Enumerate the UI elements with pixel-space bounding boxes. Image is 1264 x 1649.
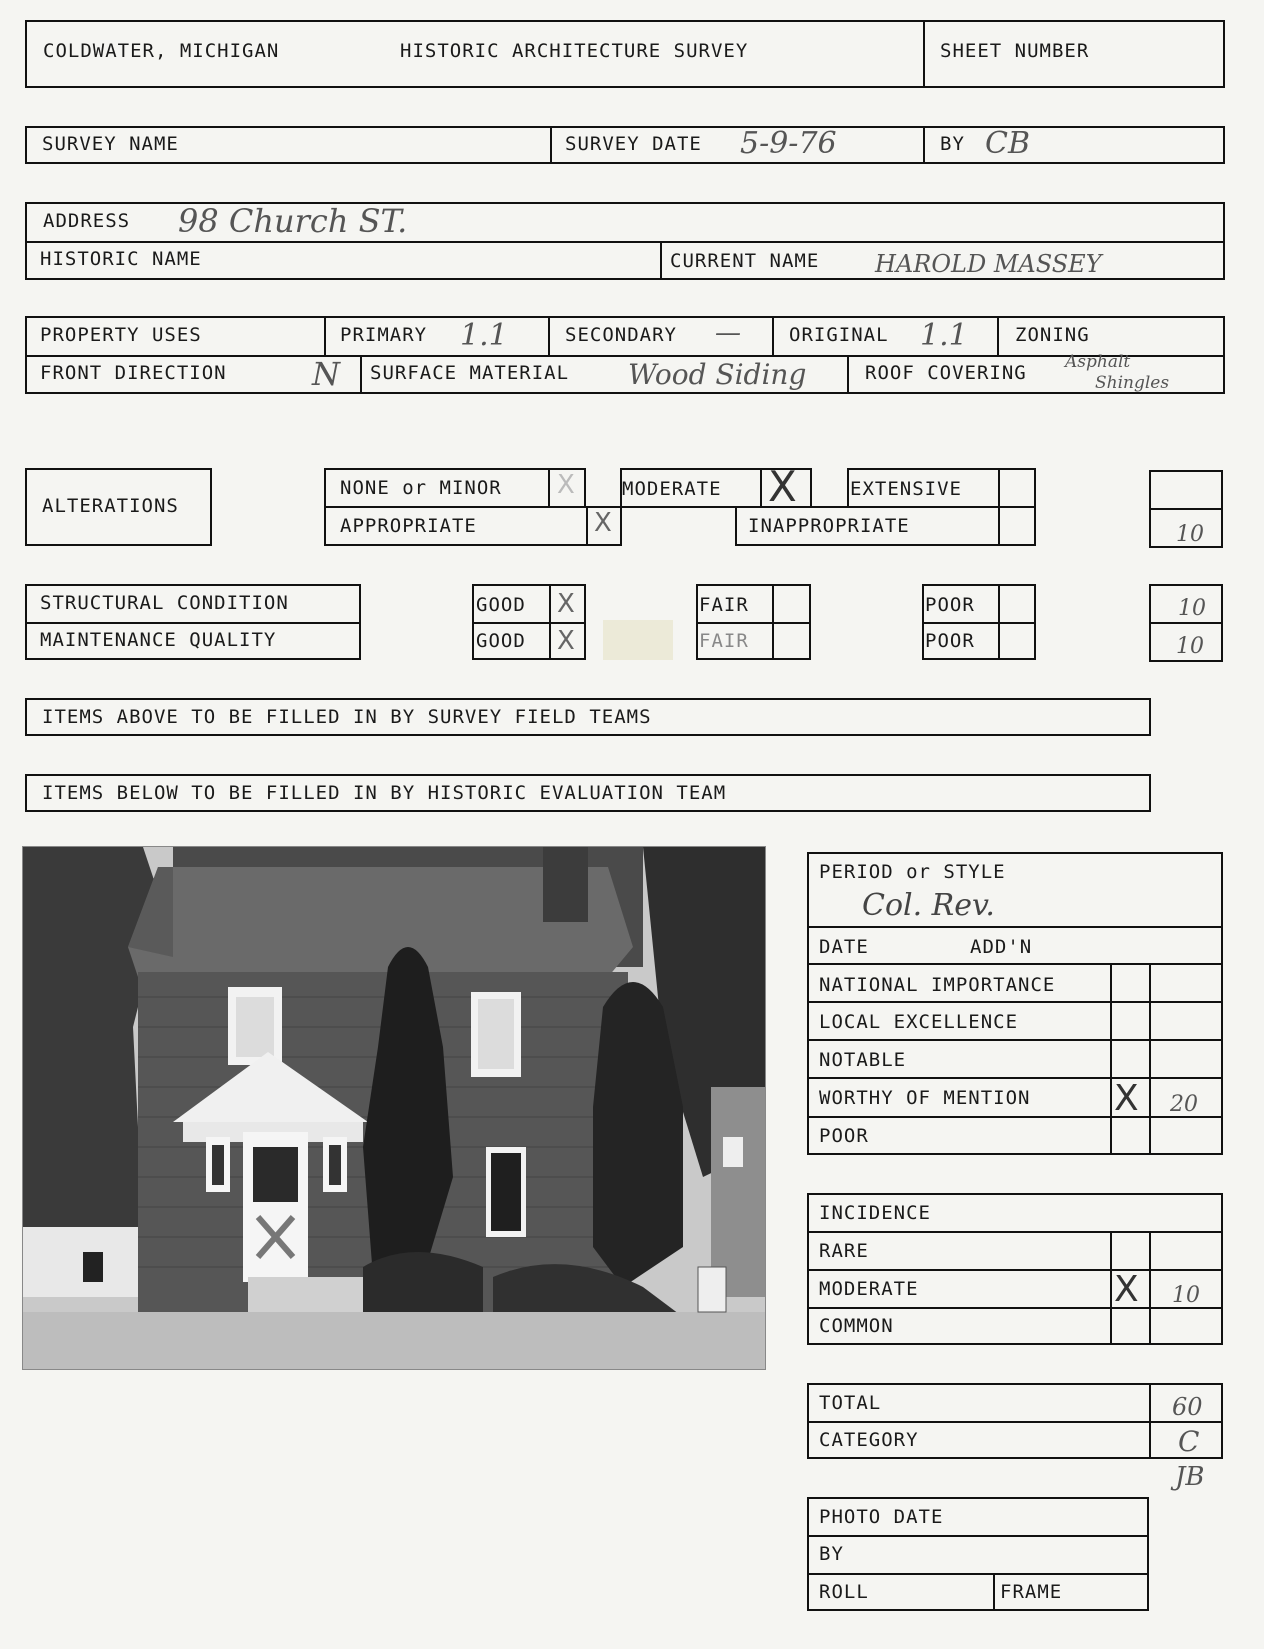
- inappropriate-label: INAPPROPRIATE: [748, 515, 910, 537]
- incidence-div-1: [807, 1231, 1223, 1233]
- current-name-label: CURRENT NAME: [670, 250, 820, 272]
- sheet-number-label: SHEET NUMBER: [940, 40, 1090, 62]
- survey-by-label: BY: [940, 133, 965, 155]
- property-uses-label: PROPERTY USES: [40, 324, 202, 346]
- header-divider: [923, 20, 925, 88]
- maintenance-fair-label: FAIR: [699, 630, 749, 652]
- incidence-moderate-score: 10: [1172, 1283, 1200, 1308]
- items-above-note: ITEMS ABOVE TO BE FILLED IN BY SURVEY FIELD TEAMS: [42, 706, 652, 728]
- structural-condition-label: STRUCTURAL CONDITION: [40, 592, 289, 614]
- maintenance-score: 10: [1176, 634, 1204, 659]
- structural-poor-label: POOR: [925, 594, 975, 616]
- worthy-of-mention-label: WORTHY OF MENTION: [819, 1087, 1031, 1109]
- alterations-score-divider: [1149, 508, 1223, 510]
- structural-good-label: GOOD: [476, 594, 526, 616]
- property-divider-h: [25, 355, 1225, 357]
- inappropriate-check-divider: [998, 506, 1000, 546]
- alterations-score: 10: [1176, 522, 1204, 547]
- incidence-moderate-mark: X: [1114, 1269, 1139, 1310]
- front-direction-label: FRONT DIRECTION: [40, 362, 227, 384]
- alterations-label: ALTERATIONS: [42, 495, 179, 517]
- incidence-score-column: [1149, 1231, 1151, 1345]
- structural-fair-label: FAIR: [699, 594, 749, 616]
- maintenance-poor-label: POOR: [925, 630, 975, 652]
- category-value: C: [1178, 1425, 1200, 1458]
- moderate-label: MODERATE: [622, 478, 722, 500]
- rare-label: RARE: [819, 1240, 869, 1262]
- roof-covering-value-1: Asphalt: [1065, 352, 1131, 372]
- appropriate-label: APPROPRIATE: [340, 515, 477, 537]
- eval-check-column: [1110, 963, 1112, 1155]
- fair-divider-v: [772, 584, 774, 660]
- eval-div-national: [807, 1001, 1223, 1003]
- photo-info-div-1: [807, 1535, 1149, 1537]
- eval-div-date: [807, 963, 1223, 965]
- front-direction-value: N: [312, 355, 340, 393]
- eval-div-notable: [807, 1077, 1223, 1079]
- condition-score-divider: [1149, 622, 1223, 624]
- address-label: ADDRESS: [43, 210, 131, 232]
- survey-divider-2: [923, 126, 925, 164]
- property-div-5: [360, 355, 362, 394]
- roof-covering-label: ROOF COVERING: [865, 362, 1027, 384]
- incidence-div-2: [807, 1269, 1223, 1271]
- incidence-div-3: [807, 1307, 1223, 1309]
- property-div-3: [772, 316, 774, 355]
- secondary-value: —: [715, 318, 741, 348]
- maintenance-good-label: GOOD: [476, 630, 526, 652]
- appropriate-mark: X: [594, 508, 612, 538]
- eval-score-column: [1149, 963, 1151, 1155]
- totals-divider-v: [1149, 1383, 1151, 1459]
- extensive-check-divider: [998, 468, 1000, 508]
- surface-material-value: Wood Siding: [628, 358, 807, 391]
- items-below-note: ITEMS BELOW TO BE FILLED IN BY HISTORIC EVALUATION TEAM: [42, 782, 727, 804]
- roll-label: ROLL: [819, 1581, 869, 1603]
- local-excellence-label: LOCAL EXCELLENCE: [819, 1011, 1019, 1033]
- poor-divider-h: [922, 622, 1036, 624]
- property-div-6: [847, 355, 849, 394]
- appropriate-check-divider: [586, 506, 588, 546]
- header-city: COLDWATER, MICHIGAN: [43, 40, 280, 62]
- survey-date-value: 5-9-76: [740, 126, 837, 161]
- survey-date-label: SURVEY DATE: [565, 133, 702, 155]
- surface-material-label: SURFACE MATERIAL: [370, 362, 570, 384]
- property-div-2: [548, 316, 550, 355]
- national-importance-label: NATIONAL IMPORTANCE: [819, 974, 1056, 996]
- incidence-check-column: [1110, 1231, 1112, 1345]
- survey-by-value: CB: [985, 126, 1030, 161]
- good-divider-v: [549, 584, 551, 660]
- property-div-4: [997, 316, 999, 355]
- total-value: 60: [1172, 1393, 1203, 1421]
- frame-label: FRAME: [1000, 1581, 1063, 1603]
- address-value: 98 Church ST.: [178, 202, 408, 240]
- house-photo: [22, 846, 766, 1370]
- original-value: 1.1: [920, 318, 968, 353]
- none-minor-label: NONE or MINOR: [340, 477, 502, 499]
- moderate-mark: X: [768, 462, 797, 511]
- address-divider-v: [660, 241, 662, 280]
- eval-div-period: [807, 926, 1223, 928]
- incidence-label: INCIDENCE: [819, 1202, 931, 1224]
- extensive-label: EXTENSIVE: [850, 478, 962, 500]
- evaluation-poor-label: POOR: [819, 1125, 869, 1147]
- survey-name-label: SURVEY NAME: [42, 133, 179, 155]
- primary-label: PRIMARY: [340, 324, 428, 346]
- property-div-1: [324, 316, 326, 355]
- address-divider-h: [25, 241, 1225, 243]
- incidence-moderate-label: MODERATE: [819, 1278, 919, 1300]
- photo-info-div-v: [993, 1573, 995, 1611]
- header-title: HISTORIC ARCHITECTURE SURVEY: [400, 40, 749, 62]
- worthy-of-mention-mark: X: [1114, 1078, 1139, 1119]
- photo-date-label: PHOTO DATE: [819, 1506, 944, 1528]
- common-label: COMMON: [819, 1315, 894, 1337]
- original-label: ORIGINAL: [789, 324, 889, 346]
- eval-div-local: [807, 1039, 1223, 1041]
- worthy-of-mention-score: 20: [1170, 1092, 1198, 1117]
- period-style-value: Col. Rev.: [862, 888, 995, 923]
- addn-label: ADD'N: [970, 936, 1033, 958]
- maintenance-quality-label: MAINTENANCE QUALITY: [40, 629, 277, 651]
- poor-divider-v: [998, 584, 1000, 660]
- none-minor-check-divider: [548, 468, 550, 508]
- eval-div-worthy: [807, 1116, 1223, 1118]
- photo-by-label: BY: [819, 1543, 844, 1565]
- good-divider-h: [472, 622, 586, 624]
- none-minor-mark: X: [557, 470, 575, 500]
- paper-smudge: [603, 620, 673, 660]
- primary-value: 1.1: [460, 318, 508, 353]
- structural-score: 10: [1178, 596, 1206, 621]
- condition-label-divider: [25, 622, 361, 624]
- survey-divider-1: [550, 126, 552, 164]
- secondary-label: SECONDARY: [565, 324, 677, 346]
- structural-good-mark: X: [557, 589, 575, 619]
- photo-info-div-2: [807, 1573, 1149, 1575]
- house-photo-image: [23, 847, 765, 1369]
- historic-name-label: HISTORIC NAME: [40, 248, 202, 270]
- period-style-label: PERIOD or STYLE: [819, 861, 1006, 883]
- maintenance-good-mark: X: [557, 626, 575, 656]
- total-label: TOTAL: [819, 1392, 882, 1414]
- zoning-label: ZONING: [1015, 324, 1090, 346]
- date-label: DATE: [819, 936, 869, 958]
- fair-divider-h: [696, 622, 811, 624]
- reviewer-initials: JB: [1175, 1462, 1205, 1492]
- moderate-check-divider: [760, 468, 762, 508]
- roof-covering-value-2: Shingles: [1095, 373, 1170, 393]
- current-name-value: HAROLD MASSEY: [875, 250, 1102, 278]
- notable-label: NOTABLE: [819, 1049, 907, 1071]
- totals-divider-h: [807, 1421, 1223, 1423]
- category-label: CATEGORY: [819, 1429, 919, 1451]
